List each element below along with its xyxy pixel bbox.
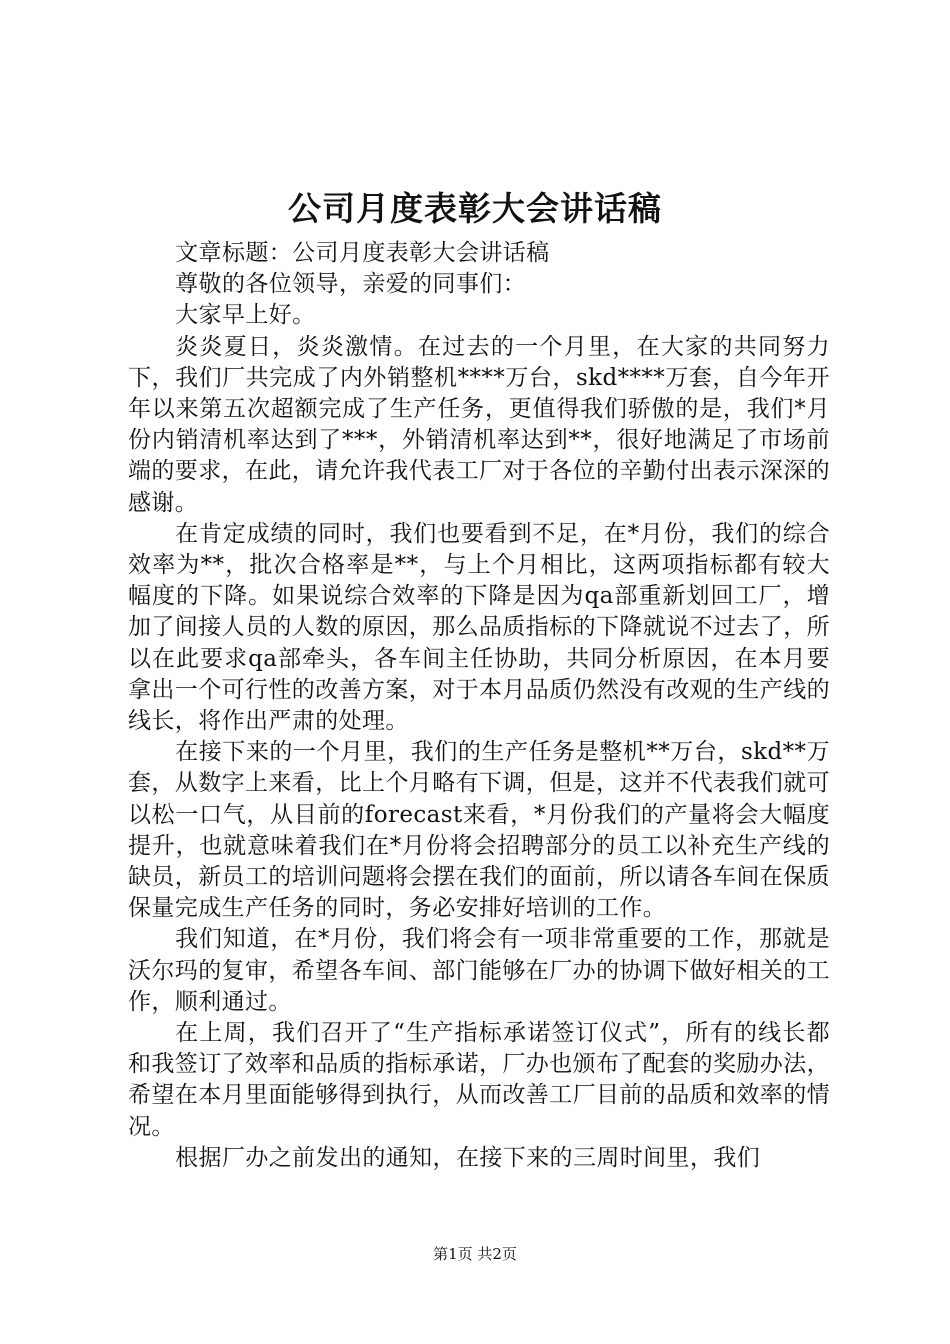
body-paragraph-greeting: 大家早上好。 bbox=[175, 302, 316, 329]
body-paragraph: 在接下来的一个月里，我们的生产任务是整机**万台，skd**万套，从数字上来看，比上个月略有下调，但是，这并不代表我们就可以松一口气，从目前的forecast来看，*月份我们的产量将会大幅度提升，也就意味着我们在*月份将会招聘部分的员工以补充生产线的缺员，新员工的培训问题将会摆在我们的面前，所以请各车间在保质保量完成生产任务的同时，务必安排好培训的工作。 bbox=[128, 739, 830, 922]
body-paragraph-salutation: 尊敬的各位领导，亲爱的同事们： bbox=[175, 271, 527, 298]
body-paragraph: 在肯定成绩的同时，我们也要看到不足，在*月份，我们的综合效率为**，批次合格率是**，与上个月相比，这两项指标都有较大幅度的下降。如果说综合效率的下降是因为qa部重新划回工厂，增加了间接人员的人数的原因，那么品质指标的下降就说不过去了，所以在此要求qa部牵头，各车间主任协助，共同分析原因，在本月要拿出一个可行性的改善方案，对于本月品质仍然没有改观的生产线的线长，将作出严肃的处理。 bbox=[128, 520, 830, 735]
body-paragraph-article-title: 文章标题：公司月度表彰大会讲话稿 bbox=[175, 240, 550, 266]
body-paragraph: 在上周，我们召开了“生产指标承诺签订仪式”，所有的线长都和我签订了效率和品质的指标承诺，厂办也颁布了配套的奖励办法，希望在本月里面能够得到执行，从而改善工厂目前的品质和效率的情况。 bbox=[128, 1020, 830, 1140]
document-body bbox=[128, 238, 830, 1174]
body-paragraph: 我们知道，在*月份，我们将会有一项非常重要的工作，那就是沃尔玛的复审，希望各车间、部门能够在厂办的协调下做好相关的工作，顺利通过。 bbox=[128, 926, 830, 1015]
document-title: 公司月度表彰大会讲话稿 bbox=[288, 189, 662, 228]
page-number-footer: 第1页 共2页 bbox=[433, 1245, 517, 1263]
body-paragraph: 根据厂办之前发出的通知，在接下来的三周时间里，我们 bbox=[175, 1144, 761, 1171]
body-paragraph: 炎炎夏日，炎炎激情。在过去的一个月里，在大家的共同努力下，我们厂共完成了内外销整机****万台，skd****万套，自今年开年以来第五次超额完成了生产任务，更值得我们骄傲的是，我们*月份内销清机率达到了***，外销清机率达到**，很好地满足了市场前端的要求，在此，请允许我代表工厂对于各位的辛勤付出表示深深的感谢。 bbox=[128, 333, 830, 516]
